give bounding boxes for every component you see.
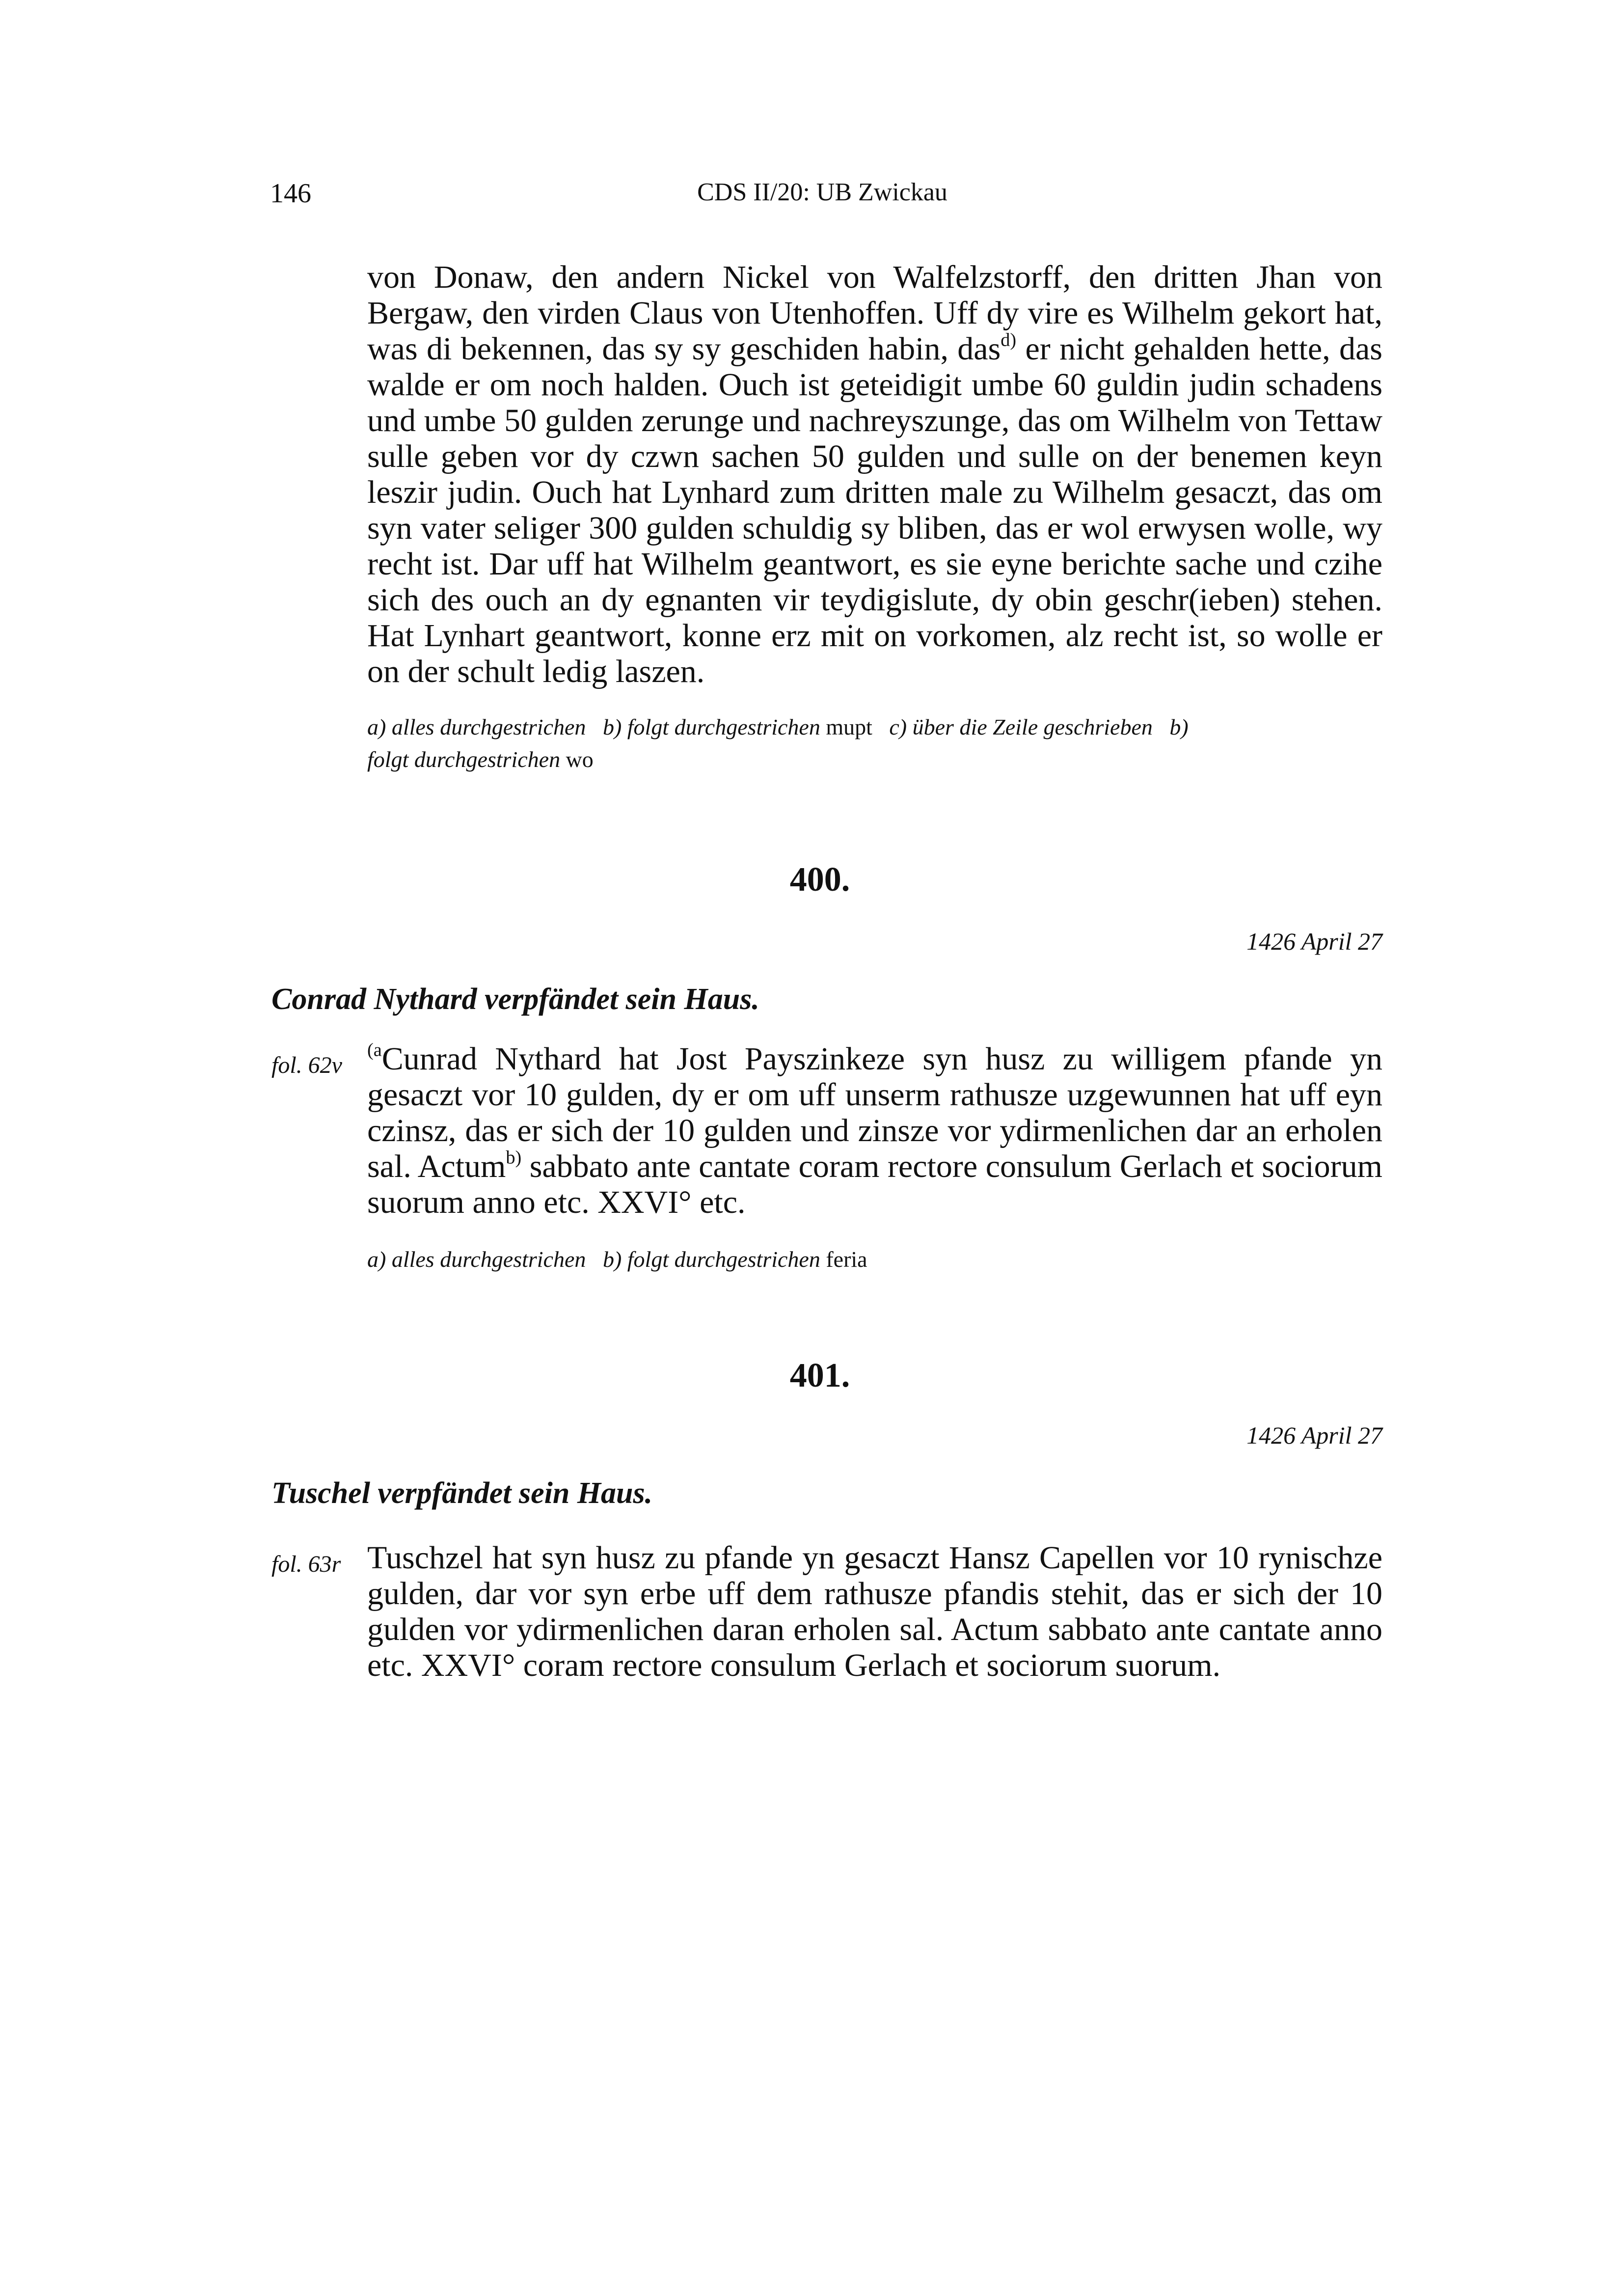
footnote-a: a) alles durchgestrichen [367,1247,586,1272]
entry-400-folio: fol. 62v [271,1052,342,1078]
footnote-marker-d: d) [1001,329,1017,351]
footnote-b-label: b) folgt durchgestrichen [602,714,820,739]
footnote-c: c) über die Zeile geschrieben [889,714,1153,739]
entry-400-open-paren: ( [367,1039,374,1061]
continuation-text-part-2: er nicht gehalden hette, das walde er om noch halden. Ouch ist geteidigit umbe 60 guldin judin schadens und umbe 50 gulden zerunge und nachreyszunge, das om Wilhelm von Tettaw sulle geben vor dy czwn sachen 50 gulden und sulle on der benemen keyn leszir judin. Ouch hat Lynhard zum dritten male zu Wilhelm gesaczt, das om syn vater seliger 300 gulden schuldig sy bliben, das er wol erwysen wolle, wy recht ist. Dar uff hat Wilhelm geantwort, es sie eyne berichte sache und czihe sich des ouch an dy egnanten vir teydigislute, dy obin geschr(ieben) stehen. Hat Lynhart geantwort, konne erz mit on vorkomen, alz recht ist, so wolle er on der schult ledig laszen. [367,331,1382,689]
entry-401-date: 1426 April 27 [1246,1421,1382,1449]
continuation-text-part-1: von Donaw, den andern Nickel von Walfelzstorff, den dritten Jhan von Bergaw, den virden Claus von Utenhoffen. Uff dy vire es Wilhelm gekort hat, was di bekennen, das sy sy geschiden habin, das [367,259,1382,367]
page-number: 146 [270,178,311,209]
entry-400-footnotes [367,1243,1382,1276]
entry-401-text-body: Tuschzel hat syn husz zu pfande yn gesaczt Hansz Capellen vor 10 rynischze gulden, dar vor syn erbe uff dem rathusze pfandis stehit, das er sich der 10 gulden vor ydirmenlichen daran erholen sal. Actum sabbato ante cantate anno etc. XXVI° coram rectore consulum Gerlach et sociorum suorum. [367,1540,1382,1683]
footnote-d-marker: b) [1169,714,1189,739]
footnote-a: a) alles durchgestrichen [367,714,586,739]
footnote-marker-b: b) [506,1147,522,1168]
entry-400-text-part-2: sabbato ante cantate coram rectore consulum Gerlach et sociorum suorum anno etc. XXVI° etc. [367,1148,1382,1220]
footnote-marker-a: a [373,1039,382,1061]
entry-number-401: 401. [789,1357,850,1394]
continuation-text [367,259,1382,689]
entry-401-heading: Tuschel verpfändet sein Haus. [271,1476,653,1510]
footnote-b-label: b) folgt durchgestrichen [602,1247,820,1272]
entry-400-heading: Conrad Nythard verpfändet sein Haus. [271,983,759,1016]
running-title: CDS II/20: UB Zwickau [697,178,947,206]
entry-400-text [367,1041,1382,1220]
entry-number-400: 400. [789,861,850,899]
footnote-d-label: folgt durchgestrichen [367,747,561,772]
entry-401-text [367,1540,1382,1683]
continuation-footnotes [367,711,1382,776]
footnote-b-word: feria [826,1247,867,1272]
entry-401-folio: fol. 63r [271,1551,341,1577]
footnote-d-word: wo [566,747,594,772]
footnote-b-word: mupt [826,714,872,739]
entry-400-date: 1426 April 27 [1246,928,1382,955]
entry-400-text-part-1: Cunrad Nythard hat Jost Payszinkeze syn husz zu willigem pfande yn gesaczt vor 10 gulden, dy er om uff unserm rathusze uzgewunnen hat uff eyn czinsz, das er sich der 10 gulden und zinsze vor ydirmenlichen dar an erholen sal. Actum [367,1041,1382,1184]
